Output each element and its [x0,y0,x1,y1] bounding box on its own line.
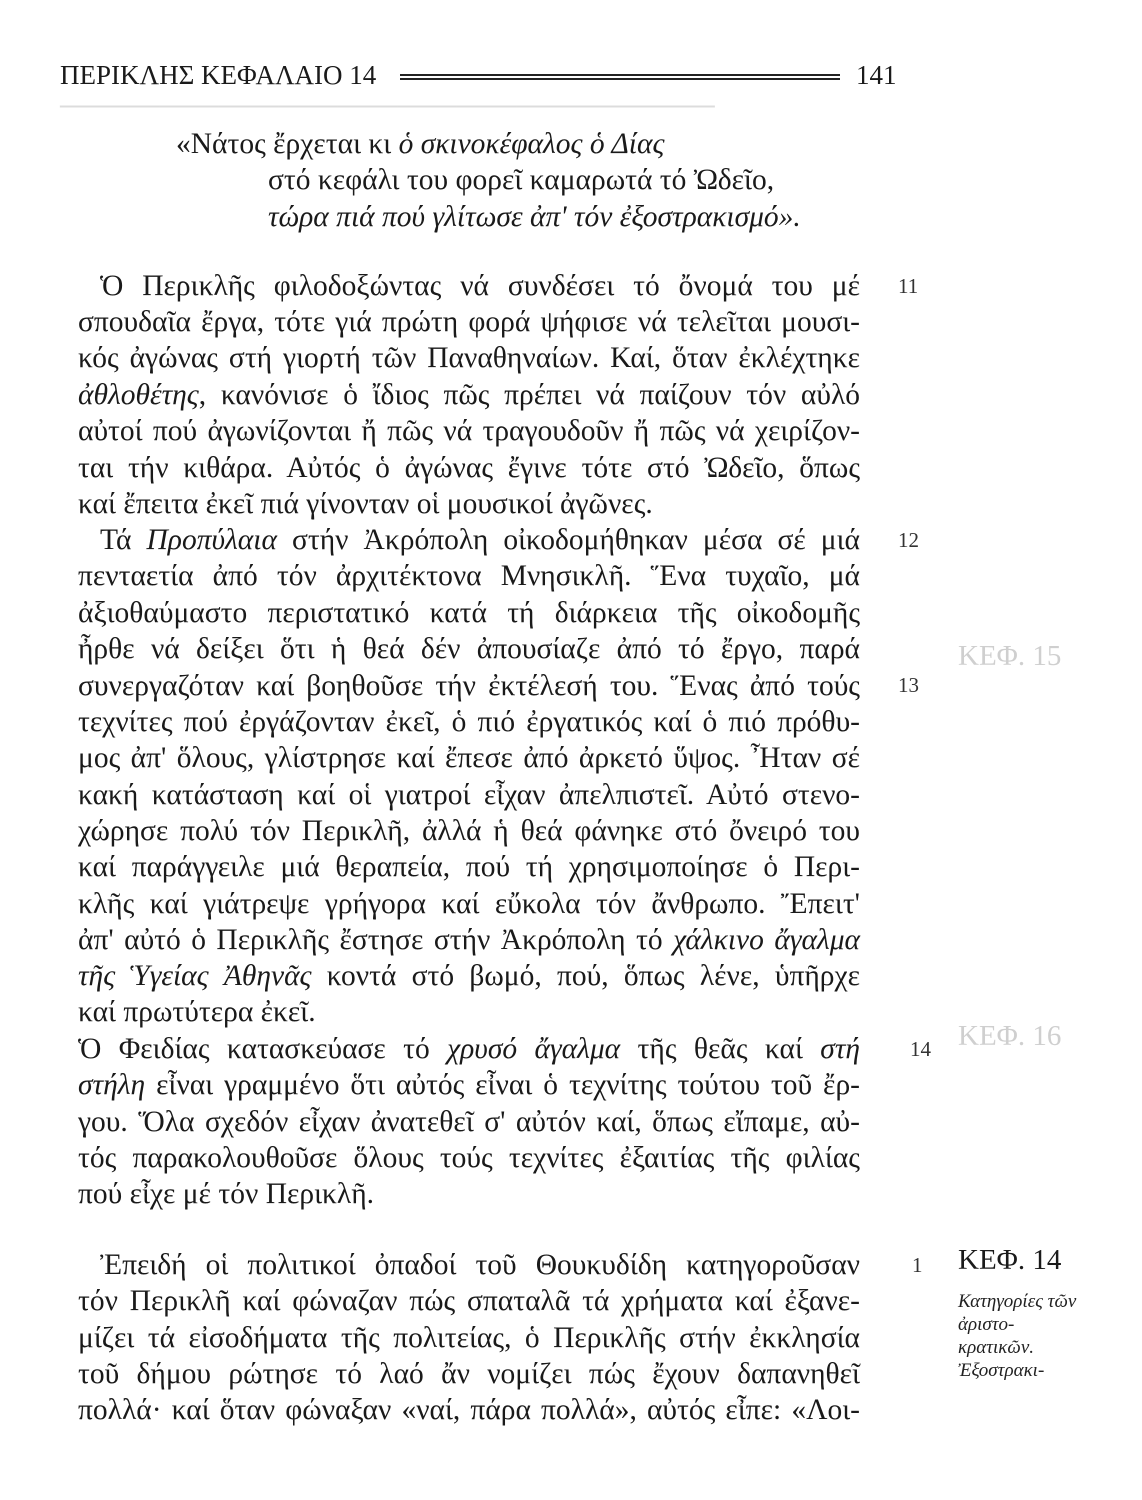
page-number: 141 [856,60,897,90]
text-line: ἀπ' αὐτό ὁ Περικλῆς ἔστησε στήν Ἀκρόπολη τό χάλκινο ἄγαλμα [78,924,860,956]
text-line: γου. Ὅλα σχεδόν εἶχαν ἀνατεθεῖ σ' αὐτόν καί, ὅπως εἴπαμε, αὐ- [78,1106,860,1138]
running-header [60,60,897,96]
text-line: ἦρθε νά δείξει ὅτι ἡ θεά δέν ἀπουσίαζε ἀπό τό ἔργο, παρά [78,633,860,665]
text-line: ἀθλοθέτης, κανόνισε ὁ ἴδιος πῶς πρέπει νά παίζουν τόν αὐλό [78,379,860,411]
faint-side-heading: ΚΕΦ. 15 [958,640,1062,672]
text-line: χώρησε πολύ τόν Περικλῆ, ἀλλά ἡ θεά φάνηκε στό ὄνειρό του [78,815,860,847]
text-line: στήλη εἶναι γραμμένο ὅτι αὐτός εἶναι ὁ τεχνίτης τούτου τοῦ ἔρ- [78,1069,860,1101]
bleed-through-texture: ───────────────────────────────── [60,91,715,122]
chapter-side-note: Κατηγορίες τῶν ἀριστο- κρατικῶν. Ἐξοστρακι- [958,1291,1077,1381]
text-line: ἀξιοθαύμαστο περιστατικό κατά τή διάρκεια τῆς οἰκοδομῆς [78,597,860,629]
text-line: τοῦ δήμου ρώτησε τό λαό ἄν νομίζει πώς ἔχουν δαπανηθεῖ [78,1358,860,1390]
text-line: μίζει τά εἰσοδήματα τῆς πολιτείας, ὁ Περικλῆς στήν ἐκκλησία [78,1322,860,1354]
text-line: τός παρακολουθοῦσε ὅλους τούς τεχνίτες ἐξαιτίας τῆς φιλίας [78,1142,860,1174]
text-line: αὐτοί πού ἀγωνίζονται ἤ πῶς νά τραγουδοῦν ἤ πῶς νά χειρίζον- [78,415,860,447]
text-line: Τά Προπύλαια στήν Ἀκρόπολη οἰκοδομήθηκαν μέσα σέ μιά [100,524,860,556]
text-line: τόν Περικλῆ καί φώναζαν πώς σπαταλᾶ τά χρήματα καί ἐξανε- [78,1285,860,1317]
text-line: πολλά· καί ὅταν φώναξαν «ναί, πάρα πολλά», αὐτός εἶπε: «Λοι- [78,1394,860,1426]
text-line: ται τήν κιθάρα. Αὐτός ὁ ἀγώνας ἔγινε τότε στό Ὠδεῖο, ὅπως [78,452,860,484]
text-line: μος ἀπ' ὅλους, γλίστρησε καί ἔπεσε ἀπό ἀρκετό ὕψος. Ἦταν σέ [78,742,860,774]
text-line: τῆς Ὑγείας Ἀθηνᾶς κοντά στό βωμό, πού, ὅπως λένε, ὑπῆρχε [78,960,861,992]
header-rule [400,74,840,80]
chapter-side-heading: ΚΕΦ. 14 [958,1244,1062,1276]
text-line: Ὁ Περικλῆς φιλοδοξώντας νά συνδέσει τό ὄνομά του μέ [100,270,860,302]
text-line: Ὁ Φειδίας κατασκεύασε τό χρυσό ἄγαλμα τῆς θεᾶς καί στή [78,1033,861,1065]
text-line: καί πρωτύτερα ἐκεῖ. [78,996,316,1028]
text-line: πενταετία ἀπό τόν ἀρχιτέκτονα Μνησικλῆ. Ἕνα τυχαῖο, μά [78,560,860,592]
section-number: 14 [910,1037,931,1061]
text-line: κακή κατάσταση καί οἱ γιατροί εἶχαν ἀπελπιστεῖ. Αὐτό στενο- [78,779,860,811]
text-line: κλῆς καί γιάτρεψε γρήγορα καί εὔκολα τόν ἄνθρωπο. Ἔπειτ' [78,888,860,920]
section-number: 11 [898,274,919,298]
text-line: τεχνίτες πού ἐργάζονταν ἐκεῖ, ὁ πιό ἐργατικός καί ὁ πιό πρόθυ- [78,706,860,738]
text-line: Ἐπειδή οἱ πολιτικοί ὀπαδοί τοῦ Θουκυδίδη κατηγοροῦσαν [100,1249,860,1281]
verse-line: στό κεφάλι του φορεῖ καμαρωτά τό Ὠδεῖο, [268,164,775,196]
text-line: κός ἀγώνας στή γιορτή τῶν Παναθηναίων. Καί, ὅταν ἐκλέχτηκε [78,342,860,374]
text-line: καί παράγγειλε μιά θεραπεία, πού τή χρησιμοποίησε ὁ Περι- [78,851,860,883]
text-line: συνεργαζόταν καί βοηθοῦσε τήν ἐκτέλεσή του. Ἕνας ἀπό τούς [78,670,860,702]
faint-side-heading: ΚΕΦ. 16 [958,1020,1062,1052]
verse-line: «Νάτος ἔρχεται κι ὁ σκινοκέφαλος ὁ Δίας [176,128,665,160]
text-line: σπουδαῖα ἔργα, τότε γιά πρώτη φορά ψήφισε νά τελεῖται μουσι- [78,306,860,338]
section-number: 12 [898,528,919,552]
section-number: 13 [898,673,919,697]
verse-line: τώρα πιά πού γλίτωσε ἀπ' τόν ἐξοστρακισμό». [268,201,801,233]
text-line: πού εἶχε μέ τόν Περικλῆ. [78,1178,375,1210]
text-line: καί ἔπειτα ἐκεῖ πιά γίνονταν οἱ μουσικοί ἀγῶνες. [78,488,653,520]
section-number: 1 [912,1253,923,1277]
header-title: ΠΕΡΙΚΛΗΣ ΚΕΦΑΛΑΙΟ 14 [60,60,377,90]
